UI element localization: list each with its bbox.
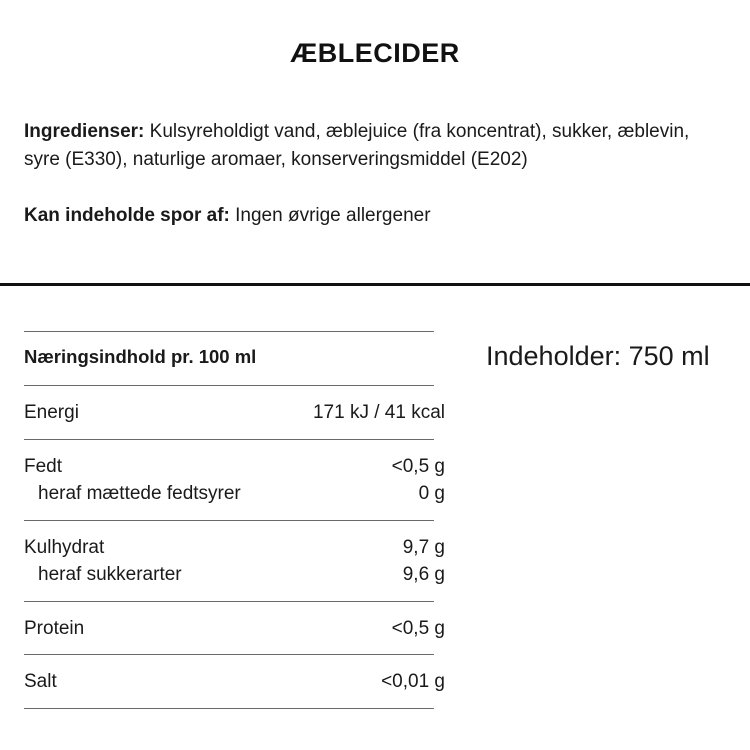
table-row xyxy=(24,453,445,480)
table-rule xyxy=(24,439,434,440)
nutrient-name: Energi xyxy=(24,401,79,423)
table-rule xyxy=(24,520,434,521)
table-row xyxy=(24,480,445,507)
allergens-text xyxy=(24,202,714,230)
nutrient-value: 9,7 g xyxy=(402,536,445,558)
table-row xyxy=(24,561,445,588)
nutrient-value: 9,6 g xyxy=(402,563,445,585)
section-divider xyxy=(0,283,750,286)
nutrient-name: Protein xyxy=(24,617,85,639)
table-rule xyxy=(24,654,434,655)
nutrition-header: Næringsindhold pr. 100 ml xyxy=(24,346,257,367)
product-title: ÆBLECIDER xyxy=(290,38,460,68)
nutrient-name: Salt xyxy=(24,670,57,692)
table-row xyxy=(24,615,445,642)
nutrient-value: 171 kJ / 41 kcal xyxy=(312,401,445,423)
ingredients-label: Ingredienser: xyxy=(24,121,145,142)
table-row xyxy=(24,668,445,695)
nutrient-name: Kulhydrat xyxy=(24,536,105,558)
ingredients-text xyxy=(24,118,714,174)
table-row xyxy=(24,399,445,426)
table-rule xyxy=(24,708,434,709)
nutrient-value: <0,5 g xyxy=(391,617,445,639)
table-row xyxy=(24,534,445,561)
nutrient-value: <0,01 g xyxy=(381,670,445,692)
nutrient-value: 0 g xyxy=(418,482,445,504)
nutrient-name: Fedt xyxy=(24,455,63,477)
table-rule xyxy=(24,601,434,602)
nutrient-name: heraf sukkerarter xyxy=(38,563,182,585)
allergens-label: Kan indeholde spor af: xyxy=(24,205,230,226)
table-rule xyxy=(24,385,434,386)
nutrient-value: <0,5 g xyxy=(391,455,445,477)
net-contents: Indeholder: 750 ml xyxy=(486,341,710,371)
allergens-value: Ingen øvrige allergener xyxy=(235,205,431,226)
table-rule xyxy=(24,331,434,332)
nutrient-name: heraf mættede fedtsyrer xyxy=(38,482,241,504)
ingredients-list: Kulsyreholdigt vand, æblejuice (fra koncentrat), sukker, æblevin, syre (E330), naturlige aromaer, konserveringsmiddel (E202) xyxy=(24,121,690,170)
